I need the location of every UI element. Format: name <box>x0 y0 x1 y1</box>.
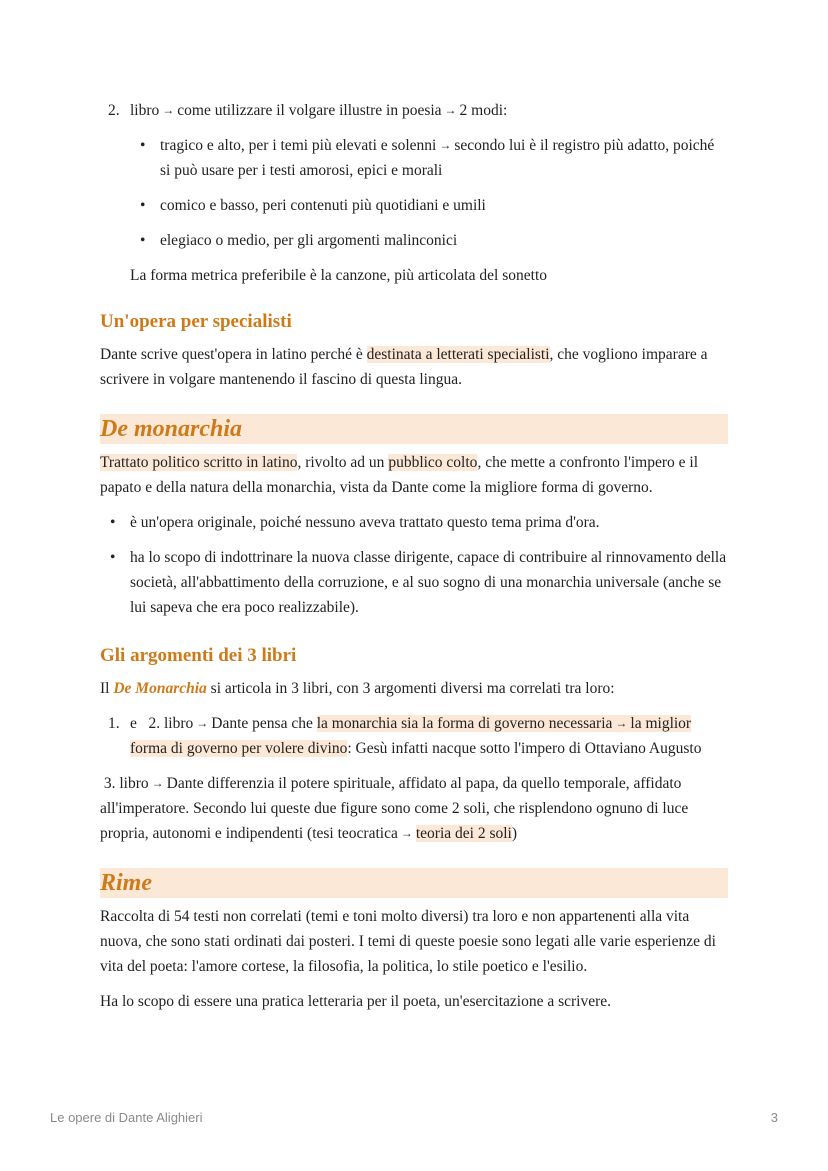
paragraph-specialisti <box>100 342 728 392</box>
heading-specialisti: Un'opera per specialisti <box>100 311 292 332</box>
heading-rime: Rime <box>100 868 728 898</box>
list-item <box>130 133 728 183</box>
list-text: elegiaco o medio, per gli argomenti malinconici <box>160 232 458 249</box>
list-text: tragico e alto, per i temi più elevati e solenni <box>160 137 437 154</box>
list-text: comico e basso, peri contenuti più quotidiani e umili <box>160 197 486 214</box>
highlight: destinata a letterati specialisti <box>366 346 550 363</box>
list-number: 1. <box>108 715 120 732</box>
book-title: De Monarchia <box>113 680 207 697</box>
paragraph-argomenti-intro <box>100 676 728 701</box>
text: 3. libro <box>100 775 149 792</box>
paragraph-rime: Raccolta di 54 testi non correlati (temi e toni molto diversi) tra loro e non appartenenti alla vita nuova, che sono stati ordinati dai posteri. I temi di queste poesie sono legati alle varie esperienze di vita del poeta: l'amore cortese, la filosofia, la politica, lo stile poetico e l'esilio. <box>100 908 716 975</box>
footer-document-title: Le opere di Dante Alighieri <box>50 1110 203 1125</box>
highlight: Trattato politico scritto in latino <box>100 454 298 471</box>
text: , rivolto ad un <box>297 454 389 471</box>
list-text: libro <box>130 102 160 119</box>
list-item <box>130 228 728 253</box>
text: Dante scrive quest'opera in latino perché è <box>100 346 367 363</box>
arrow-icon: → <box>615 716 628 730</box>
footer-page-number: 3 <box>770 1110 778 1125</box>
heading-de-monarchia: De monarchia <box>100 414 728 444</box>
text: , che mette a confronto l'impero e il papato e della natura della monarchia, vista da Dante come la migliore forma di governo. <box>100 454 699 496</box>
list-item: • ha lo scopo di indottrinare la nuova classe dirigente, capace di contribuire al rinnovamento della società, all'abbattimento della corruzione, e al suo sogno di una monarchia universale (anche se lui sapeva che era poco realizzabile). <box>100 545 728 620</box>
arrow-icon: → <box>196 716 209 730</box>
text: si articola in 3 libri, con 3 argomenti diversi ma correlati tra loro: <box>206 680 615 697</box>
arrow-icon: → <box>439 138 452 152</box>
arrow-icon: → <box>162 103 175 117</box>
paragraph-rime-scopo: Ha lo scopo di essere una pratica letteraria per il poeta, un'esercitazione a scrivere. <box>100 993 612 1010</box>
arrow-icon: → <box>400 826 413 840</box>
bullet-list-registri <box>130 133 728 253</box>
list-item <box>130 193 728 218</box>
text: ) <box>511 825 518 842</box>
list-text: Dante pensa che <box>211 715 317 732</box>
list-text: secondo lui è il registro più adatto, poiché si può usare per i testi amorosi, epici e morali <box>160 137 715 179</box>
list-item-libro-2 <box>100 98 728 123</box>
paragraph-forma-metrica: La forma metrica preferibile è la canzone, più articolata del sonetto <box>130 267 548 284</box>
arrow-icon: → <box>151 776 164 790</box>
highlight: pubblico colto <box>388 454 478 471</box>
text: Dante differenzia il potere spirituale, affidato al papa, da quello temporale, affidato all'imperatore. Secondo lui queste due figure sono come 2 soli, che risplendono ognuno di luce propria, autonomi e indipendenti (tesi teocratica <box>100 775 689 842</box>
list-text: e 2. libro <box>130 715 194 732</box>
highlight: la monarchia sia la forma di governo necessaria <box>316 715 613 732</box>
list-text: come utilizzare il volgare illustre in poesia <box>177 102 442 119</box>
page-content <box>100 98 728 1014</box>
arrow-icon: → <box>444 103 457 117</box>
paragraph-monarchia <box>100 450 728 500</box>
heading-argomenti: Gli argomenti dei 3 libri <box>100 645 297 666</box>
list-text: : Gesù infatti nacque sotto l'impero di Ottaviano Augusto <box>347 740 702 757</box>
list-item: • è un'opera originale, poiché nessuno aveva trattato questo tema prima d'ora. <box>100 510 728 535</box>
list-item-libro-1-2 <box>100 711 728 761</box>
list-text: 2 modi: <box>459 102 508 119</box>
highlight: teoria dei 2 soli <box>415 825 512 842</box>
paragraph-libro-3 <box>100 771 728 846</box>
highlight: la miglior forma di governo per volere divino <box>130 715 692 757</box>
list-number: 2. <box>108 102 120 119</box>
text: , che vogliono imparare a scrivere in volgare mantenendo il fascino di questa lingua. <box>100 346 708 388</box>
bullet-list-monarchia <box>100 510 728 620</box>
text: Il <box>100 680 114 697</box>
